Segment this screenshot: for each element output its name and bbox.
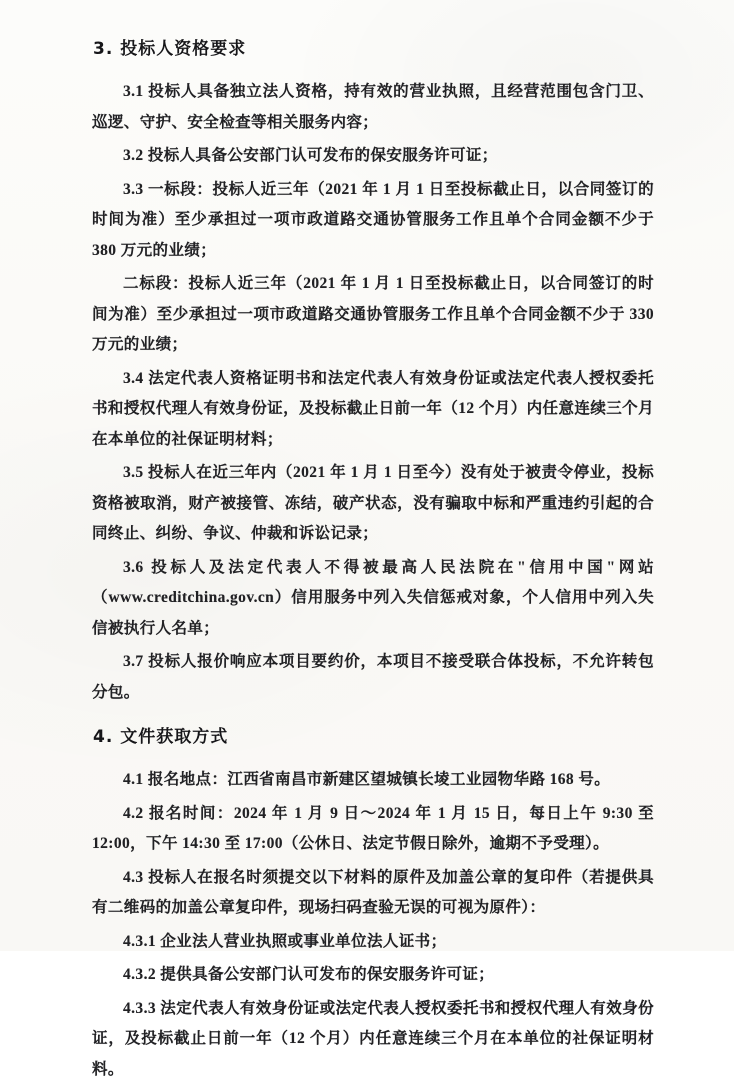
paragraph-4-3: 4.3 投标人在报名时须提交以下材料的原件及加盖公章的复印件（若提供具有二维码的加盖公章复印件，现场扫码查验无误的可视为原件）：	[92, 863, 654, 924]
paragraph-4-3-3: 4.3.3 法定代表人有效身份证或法定代表人授权委托书和授权代理人有效身份证，及投标截止日前一年（12 个月）内任意连续三个月在本单位的社保证明材料。	[92, 994, 654, 1085]
paragraph-3-7: 3.7 投标人报价响应本项目要约价，本项目不接受联合体投标，不允许转包分包。	[92, 647, 654, 708]
paragraph-4-1: 4.1 报名地点：江西省南昌市新建区望城镇长堎工业园物华路 168 号。	[92, 765, 654, 796]
paragraph-3-4: 3.4 法定代表人资格证明书和法定代表人有效身份证或法定代表人授权委托书和授权代理人有效身份证，及投标截止日前一年（12 个月）内任意连续三个月在本单位的社保证明材料；	[92, 364, 654, 456]
paragraph-3-3-lot-two: 二标段：投标人近三年（2021 年 1 月 1 日至投标截止日，以合同签订的时间为准）至少承担过一项市政道路交通协管服务工作且单个合同金额不少于 330 万元的业绩；	[92, 269, 654, 361]
paragraph-3-6: 3.6 投标人及法定代表人不得被最高人民法院在"信用中国"网站（www.creditchina.gov.cn）信用服务中列入失信惩戒对象，个人信用中列入失信被执行人名单；	[92, 553, 654, 645]
paragraph-4-3-1: 4.3.1 企业法人营业执照或事业单位法人证书；	[92, 927, 654, 958]
section-4-body	[92, 765, 654, 1085]
paragraph-4-2: 4.2 报名时间：2024 年 1 月 9 日～2024 年 1 月 15 日，每日上午 9:30 至 12:00，下午 14:30 至 17:00（公休日、法定节假日除外，逾期不予受理）。	[92, 799, 654, 860]
paragraph-3-5: 3.5 投标人在近三年内（2021 年 1 月 1 日至今）没有处于被责令停业，投标资格被取消，财产被接管、冻结，破产状态，没有骗取中标和严重违约引起的合同终止、纠纷、争议、仲裁和诉讼记录；	[92, 458, 654, 550]
paragraph-3-2: 3.2 投标人具备公安部门认可发布的保安服务许可证；	[92, 141, 654, 172]
section-4-heading: 4. 文件获取方式	[93, 722, 654, 747]
paragraph-3-1: 3.1 投标人具备独立法人资格，持有效的营业执照，且经营范围包含门卫、巡逻、守护、安全检查等相关服务内容；	[92, 77, 654, 138]
paragraph-4-3-2: 4.3.2 提供具备公安部门认可发布的保安服务许可证；	[92, 960, 654, 991]
paragraph-3-3-lot-one: 3.3 一标段：投标人近三年（2021 年 1 月 1 日至投标截止日，以合同签订的时间为准）至少承担过一项市政道路交通协管服务工作且单个合同金额不少于 380 万元的业绩；	[92, 175, 654, 267]
section-3-body	[92, 77, 654, 708]
section-3-heading: 3. 投标人资格要求	[93, 34, 654, 59]
